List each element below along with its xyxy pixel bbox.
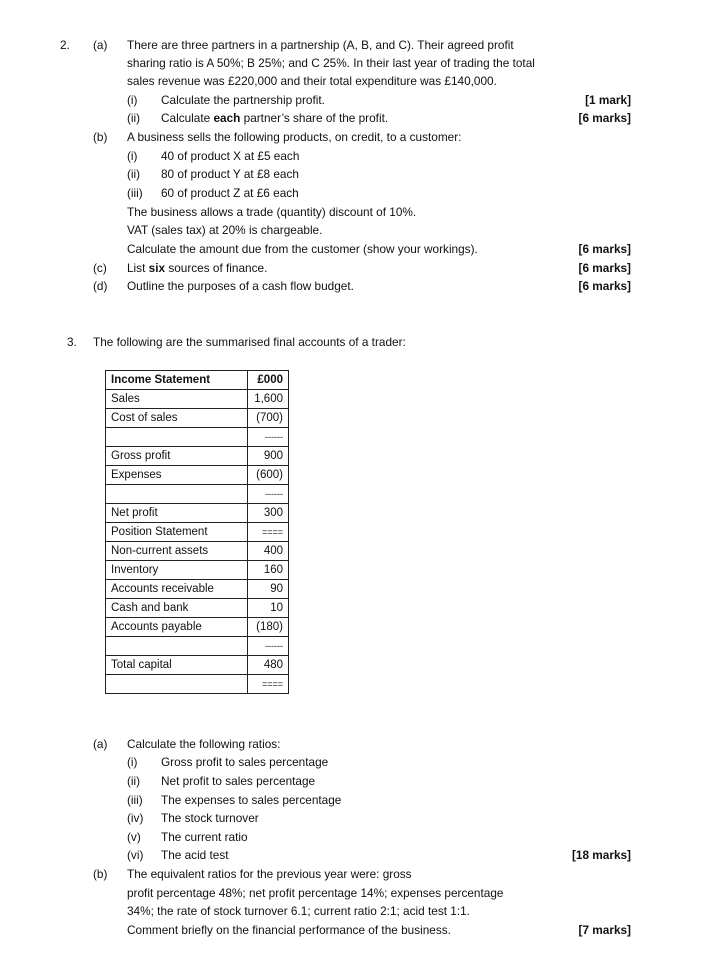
marks-label: [6 marks] (578, 111, 631, 125)
table-header-row (106, 371, 289, 390)
row-value: 1,600 (248, 390, 289, 409)
row-label (106, 637, 248, 656)
row-value: 300 (248, 504, 289, 523)
row-label: Cash and bank (106, 599, 248, 618)
table-row (106, 542, 289, 561)
marks-label: [7 marks] (578, 923, 631, 937)
row-value: ------ (248, 428, 289, 447)
table-row (106, 428, 289, 447)
sub-label: (iv) (127, 811, 144, 825)
sub-label: (ii) (127, 167, 141, 181)
table-header-value: £000 (248, 371, 289, 390)
text-line: The acid test (161, 848, 229, 862)
marks-label: [6 marks] (578, 261, 631, 275)
table-row (106, 675, 289, 694)
text-line: A business sells the following products, on credit, to a customer: (127, 130, 462, 144)
row-value: 480 (248, 656, 289, 675)
marks-label: [18 marks] (571, 848, 631, 862)
part-label: (b) (93, 130, 108, 144)
row-label: Position Statement (106, 523, 248, 542)
text-line: 80 of product Y at £8 each (161, 167, 299, 181)
row-label: Accounts receivable (106, 580, 248, 599)
table-row (106, 447, 289, 466)
question-number: 3. (67, 335, 77, 349)
text-line: VAT (sales tax) at 20% is chargeable. (127, 223, 323, 237)
row-label: Net profit (106, 504, 248, 523)
text-line: List six sources of finance. (127, 261, 268, 275)
sub-label: (ii) (127, 111, 141, 125)
text-line: Calculate the following ratios: (127, 737, 281, 751)
table-row (106, 580, 289, 599)
table-row (106, 599, 289, 618)
row-label: Accounts payable (106, 618, 248, 637)
sub-label: (i) (127, 93, 138, 107)
sub-label: (i) (127, 755, 138, 769)
sub-label: (v) (127, 830, 141, 844)
row-label (106, 675, 248, 694)
text-line: The stock turnover (161, 811, 259, 825)
text-line: The current ratio (161, 830, 248, 844)
marks-label: [6 marks] (578, 279, 631, 293)
sub-label: (vi) (127, 848, 144, 862)
text-line: 60 of product Z at £6 each (161, 186, 299, 200)
text-line: Gross profit to sales percentage (161, 755, 329, 769)
table-row (106, 466, 289, 485)
sub-label: (iii) (127, 186, 143, 200)
text-line: Comment briefly on the financial performance of the business. (127, 923, 451, 937)
row-value: ==== (248, 675, 289, 694)
row-label (106, 485, 248, 504)
row-value: (180) (248, 618, 289, 637)
table-row (106, 561, 289, 580)
question-number: 2. (60, 38, 70, 52)
row-value: ------ (248, 637, 289, 656)
text-line: 40 of product X at £5 each (161, 149, 300, 163)
text-line: sales revenue was £220,000 and their total expenditure was £140,000. (127, 74, 497, 88)
row-label (106, 428, 248, 447)
row-label: Inventory (106, 561, 248, 580)
row-value: ==== (248, 523, 289, 542)
row-label: Cost of sales (106, 409, 248, 428)
text-line: profit percentage 48%; net profit percentage 14%; expenses percentage (127, 886, 504, 900)
row-value: (700) (248, 409, 289, 428)
table-row (106, 523, 289, 542)
row-label: Expenses (106, 466, 248, 485)
sub-label: (ii) (127, 774, 141, 788)
table-row (106, 618, 289, 637)
text-line: The following are the summarised final accounts of a trader: (93, 335, 406, 349)
row-value: 400 (248, 542, 289, 561)
row-value: ------ (248, 485, 289, 504)
text-line: Calculate the amount due from the customer (show your workings). (127, 242, 478, 256)
table-row (106, 637, 289, 656)
table-row (106, 390, 289, 409)
row-label: Total capital (106, 656, 248, 675)
table-header-label: Income Statement (106, 371, 248, 390)
part-label: (a) (93, 737, 108, 751)
text-line: The business allows a trade (quantity) discount of 10%. (127, 205, 417, 219)
text-line: Calculate the partnership profit. (161, 93, 325, 107)
row-value: 160 (248, 561, 289, 580)
table-row (106, 485, 289, 504)
marks-label: [6 marks] (578, 242, 631, 256)
row-value: 90 (248, 580, 289, 599)
sub-label: (i) (127, 149, 138, 163)
row-value: (600) (248, 466, 289, 485)
part-label: (a) (93, 38, 108, 52)
part-label: (d) (93, 279, 108, 293)
table-row (106, 504, 289, 523)
marks-label: [1 mark] (585, 93, 631, 107)
text-line: There are three partners in a partnership (A, B, and C). Their agreed profit (127, 38, 514, 52)
text-line: The expenses to sales percentage (161, 793, 342, 807)
text-line: The equivalent ratios for the previous year were: gross (127, 867, 412, 881)
sub-label: (iii) (127, 793, 143, 807)
row-label: Sales (106, 390, 248, 409)
row-value: 10 (248, 599, 289, 618)
text-line: sharing ratio is A 50%; B 25%; and C 25%. In their last year of trading the total (127, 56, 535, 70)
row-label: Non-current assets (106, 542, 248, 561)
text-line: Net profit to sales percentage (161, 774, 316, 788)
text-line: 34%; the rate of stock turnover 6.1; current ratio 2:1; acid test 1:1. (127, 904, 470, 918)
row-value: 900 (248, 447, 289, 466)
table-row (106, 656, 289, 675)
part-label: (c) (93, 261, 107, 275)
text-line: Calculate each partner’s share of the profit. (161, 111, 389, 125)
part-label: (b) (93, 867, 108, 881)
row-label: Gross profit (106, 447, 248, 466)
text-line: Outline the purposes of a cash flow budget. (127, 279, 354, 293)
final-accounts-table (105, 370, 289, 694)
table-row (106, 409, 289, 428)
